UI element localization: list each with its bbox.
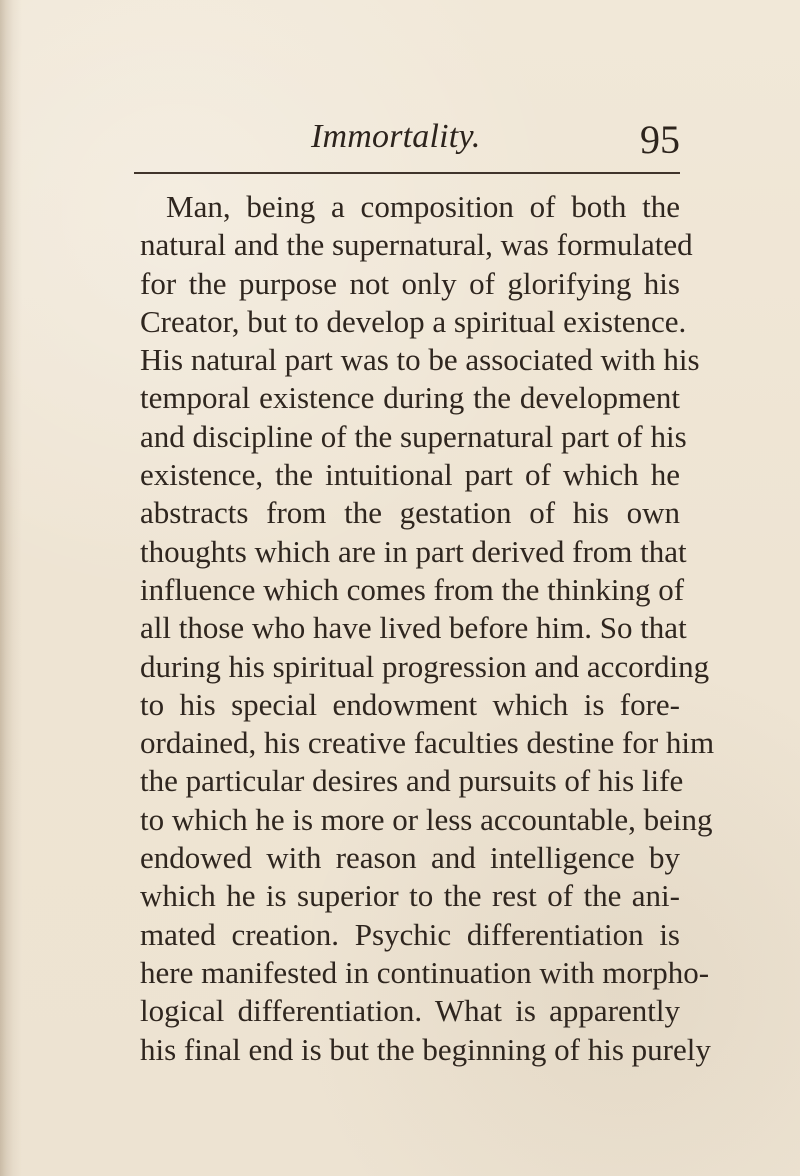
text-line: which he is superior to the rest of the ani-: [140, 878, 680, 914]
text-line: Man, being a composition of both the: [166, 189, 680, 224]
page-gutter-shadow: [0, 0, 22, 1176]
page-header: [140, 117, 680, 164]
text-line: existence, the intuitional part of which he: [140, 457, 680, 493]
running-title: Immortality.: [311, 118, 481, 155]
text-line: abstracts from the gestation of his own: [140, 495, 680, 531]
text-line: Creator, but to develop a spiritual existence.: [140, 303, 687, 339]
body-paragraph: [140, 188, 715, 1069]
text-line: ordained, his creative faculties destine for him: [140, 725, 715, 761]
text-line: during his spiritual progression and according: [140, 648, 710, 684]
text-line: and discipline of the supernatural part of his: [140, 418, 687, 454]
text-line: to which he is more or less accountable, being: [140, 801, 713, 837]
text-line: logical differentiation. What is apparently: [140, 993, 680, 1029]
text-line: here manifested in continuation with morpho-: [140, 954, 710, 990]
text-line: all those who have lived before him. So that: [140, 610, 687, 646]
text-line: temporal existence during the development: [140, 380, 680, 416]
text-line: his final end is but the beginning of his purely: [140, 1031, 711, 1067]
text-line: mated creation. Psychic differentiation is: [140, 916, 680, 952]
text-line: natural and the supernatural, was formulated: [140, 227, 693, 263]
page-number: 95: [640, 117, 680, 162]
header-rule: [134, 172, 680, 174]
text-line: His natural part was to be associated with his: [140, 342, 700, 378]
text-line: the particular desires and pursuits of his life: [140, 763, 684, 799]
text-line: influence which comes from the thinking of: [140, 571, 685, 607]
text-line: endowed with reason and intelligence by: [140, 840, 680, 876]
text-line: to his special endowment which is fore-: [140, 686, 680, 722]
text-line: for the purpose not only of glorifying his: [140, 265, 680, 301]
text-line: thoughts which are in part derived from that: [140, 533, 687, 569]
